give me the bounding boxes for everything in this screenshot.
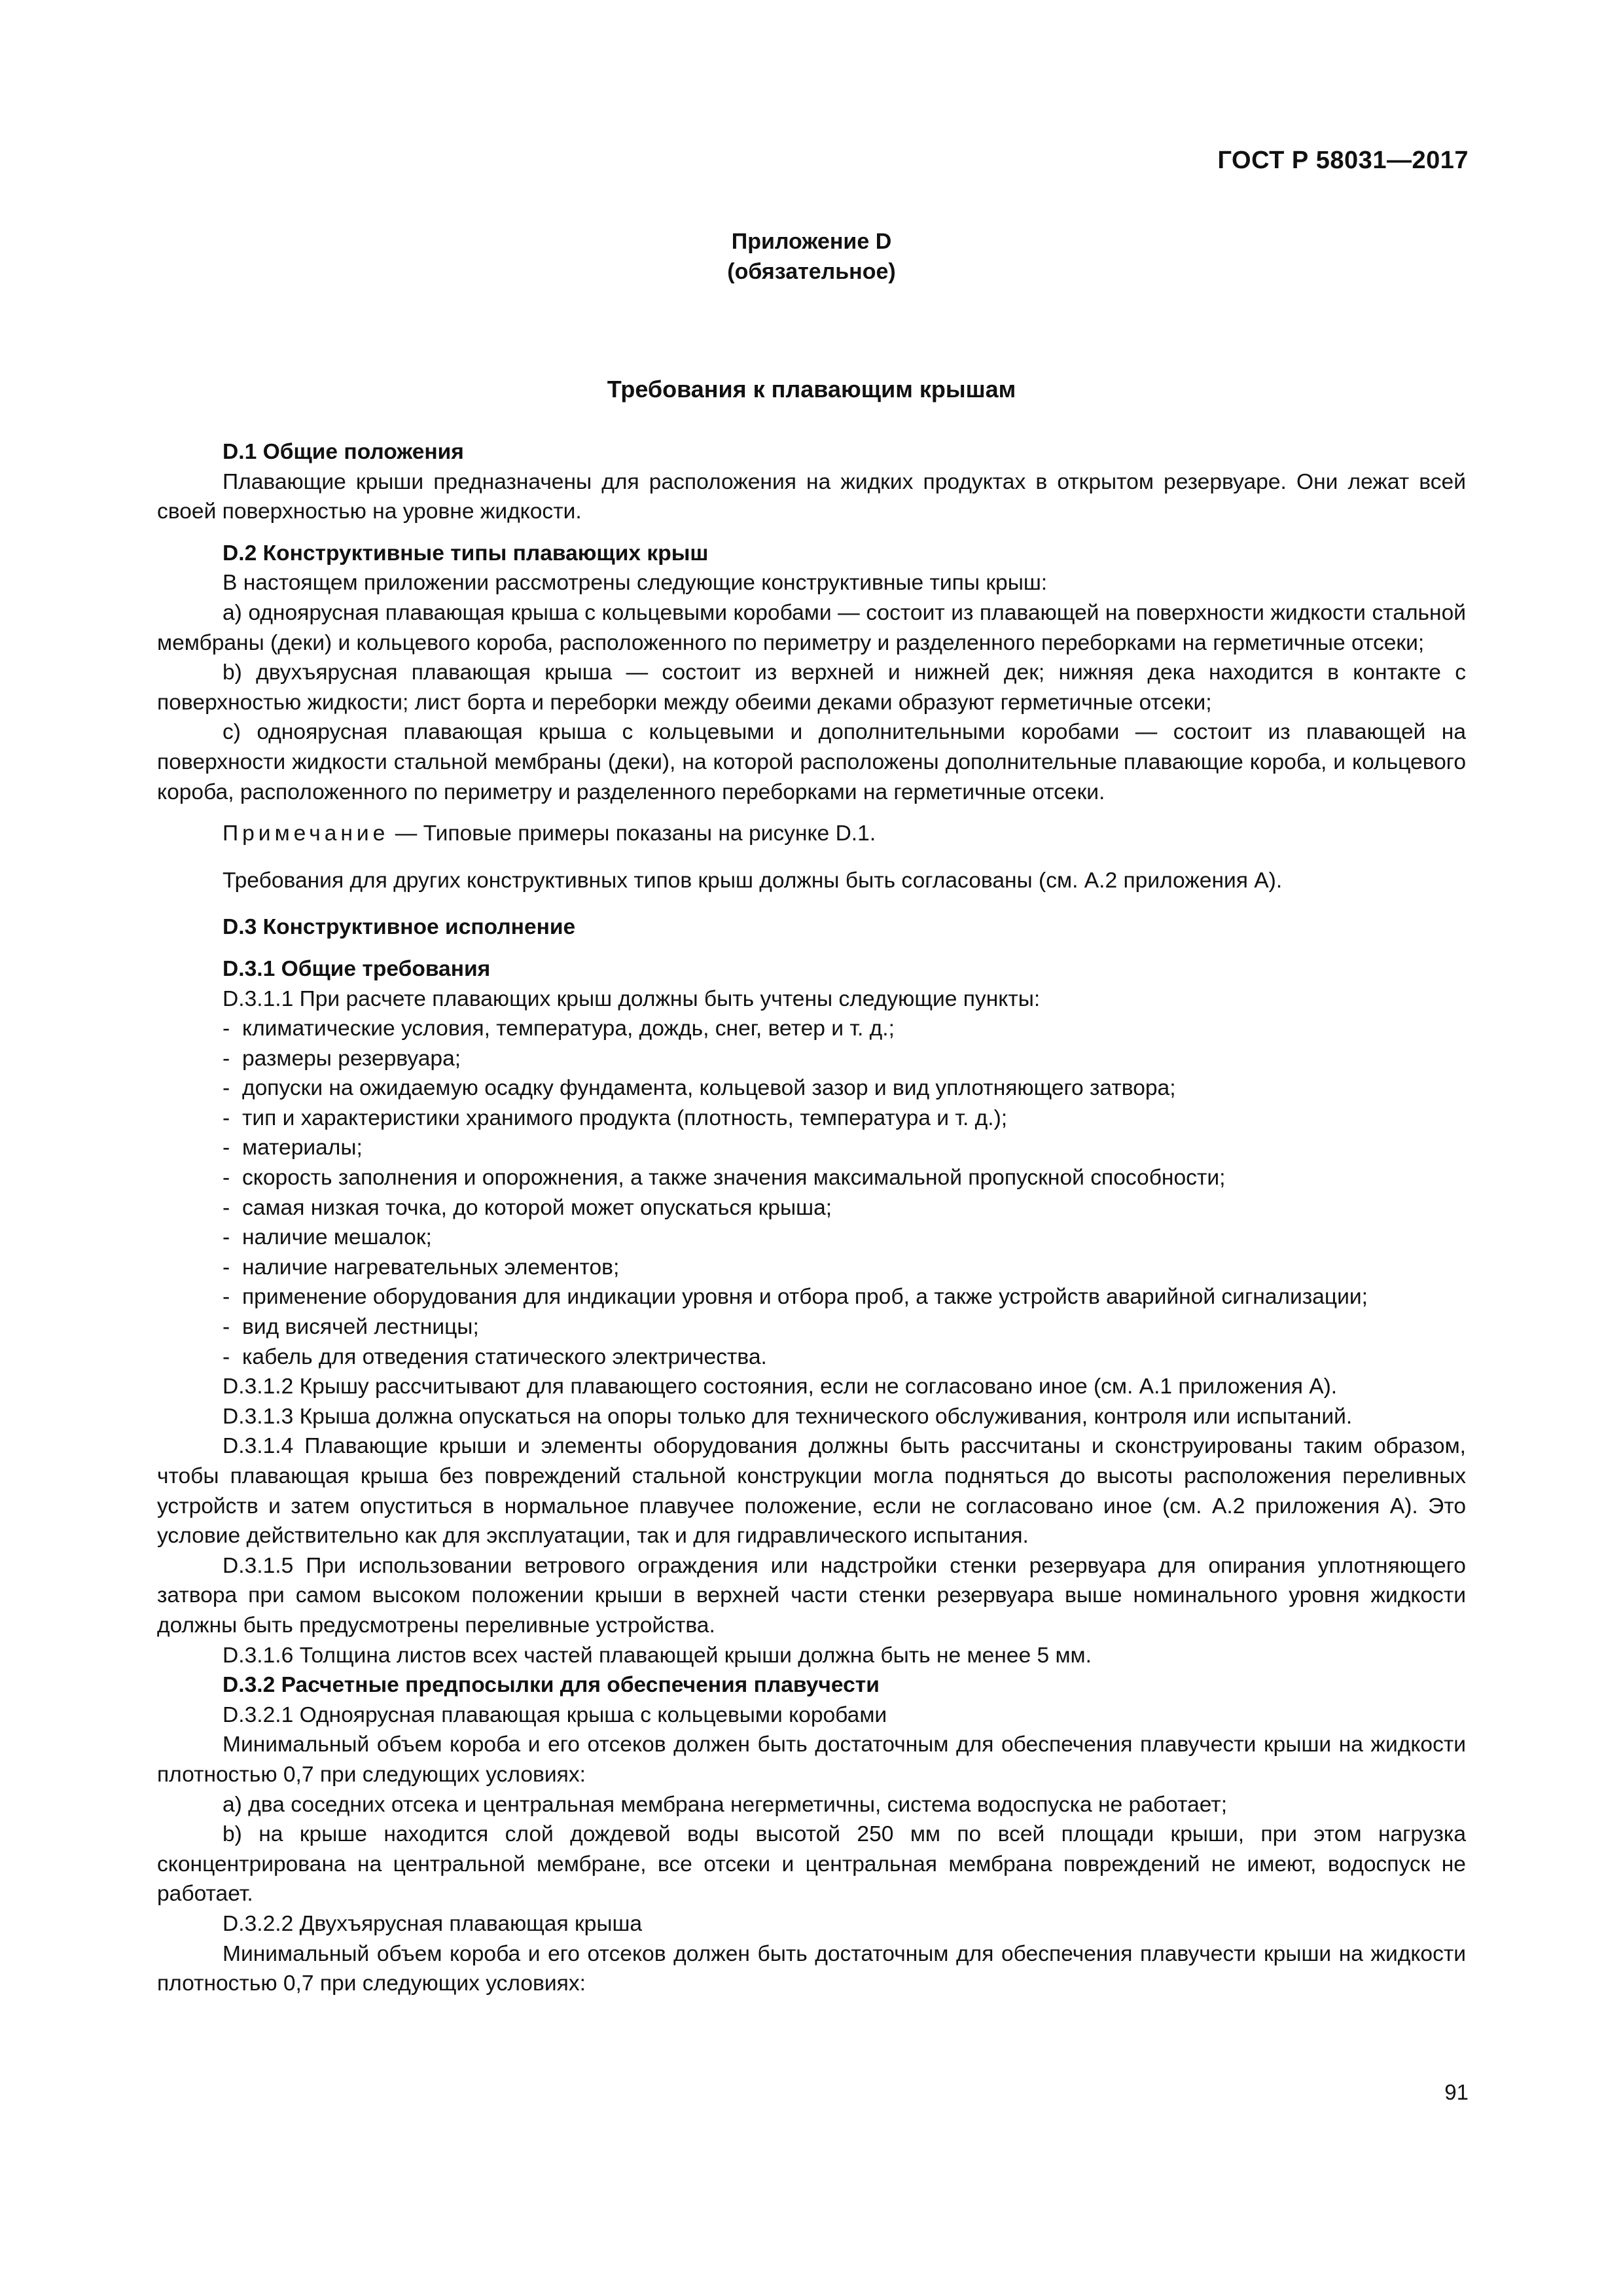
paragraph-d321-a: a) два соседних отсека и центральная мембрана негерметичны, система водоспуска не работает; (223, 1792, 1228, 1817)
list-dash: - (223, 1225, 230, 1250)
paragraph-d1: Плавающие крыши предназначены для расположения на жидких продуктах в открытом резервуаре. Они лежат всей своей поверхностью на уровне жидкости. (157, 469, 1466, 524)
paragraph-d2-item-a: a) одноярусная плавающая крыша с кольцевыми коробами — состоит из плавающей на поверхности жидкости стальной мембраны (деки) и кольцевого короба, расположенного по периметру и разделенного переборками на герметичные отсеки; (157, 600, 1466, 655)
paragraph-d312: D.3.1.2 Крышу рассчитывают для плавающего состояния, если не согласовано иное (см. А.1 приложения А). (223, 1374, 1338, 1399)
paragraph-d321-b: b) на крыше находится слой дождевой воды высотой 250 мм по всей площади крыши, при этом нагрузка сконцентрирована на центральной мембране, все отсеки и центральная мембрана повреждений не имеют, водоспуск не работает. (157, 1822, 1466, 1907)
list-dash: - (223, 1195, 230, 1220)
paragraph-d321-text: Минимальный объем короба и его отсеков должен быть достаточным для обеспечения плавучести крыши на жидкости плотностью 0,7 при следующих условиях: (157, 1732, 1466, 1787)
list-dash: - (223, 1136, 230, 1160)
note-text: — Типовые примеры показаны на рисунке D.1. (389, 821, 876, 846)
list-dash: - (223, 1315, 230, 1340)
list-item: - тип и характеристики хранимого продукта (плотность, температура и т. д.); (157, 1103, 1466, 1134)
appendix-status: (обязательное) (727, 259, 896, 284)
subsection-heading-d32: D.3.2 Расчетные предпосылки для обеспечения плавучести (223, 1673, 880, 1698)
subsection-heading-d31: D.3.1 Общие требования (223, 956, 491, 981)
paragraph-d315: D.3.1.5 При использовании ветрового ограждения или надстройки стенки резервуара для опирания уплотняющего затвора при самом высоком положении крыши в верхней части стенки резервуара выше номинального уровня жидкости должны быть предусмотрены переливные устройства. (157, 1553, 1466, 1638)
note (157, 819, 1466, 849)
list-item: - наличие мешалок; (157, 1223, 1466, 1253)
list-item: - размеры резервуара; (157, 1044, 1466, 1074)
section-heading-d3: D.3 Конструктивное исполнение (223, 915, 576, 940)
section-heading-d1: D.1 Общие положения (223, 440, 464, 464)
section-heading-d2: D.2 Конструктивные типы плавающих крыш (223, 541, 709, 565)
list-dash: - (223, 1016, 230, 1041)
list-item: - допуски на ожидаемую осадку фундамента, кольцевой зазор и вид уплотняющего затвора; (157, 1073, 1466, 1103)
page-number: 91 (1444, 2080, 1469, 2104)
list-item: - наличие нагревательных элементов; (157, 1253, 1466, 1283)
list-dash: - (223, 1166, 230, 1191)
paragraph-other-types: Требования для других конструктивных типов крыш должны быть согласованы (см. А.2 приложения А). (223, 868, 1283, 893)
paragraph-d2-item-c: c) одноярусная плавающая крыша с кольцевыми и дополнительными коробами — состоит из плавающей на поверхности жидкости стальной мембраны (деки), на которой расположены дополнительные плавающие короба, и кольцевого короба, расположенного по периметру и разделенного переборками на герметичные отсеки. (157, 720, 1466, 804)
list-item: - вид висячей лестницы; (157, 1312, 1466, 1342)
note-label: Примечание (223, 821, 389, 846)
list-item: - климатические условия, температура, дождь, снег, ветер и т. д.; (157, 1014, 1466, 1044)
paragraph-d313: D.3.1.3 Крыша должна опускаться на опоры только для технического обслуживания, контроля или испытаний. (223, 1404, 1353, 1429)
list-dash: - (223, 1285, 230, 1310)
list-dash: - (223, 1076, 230, 1101)
list-item: - скорость заполнения и опорожнения, а также значения максимальной пропускной способности; (157, 1163, 1466, 1193)
standard-id: ГОСТ Р 58031—2017 (1217, 147, 1469, 174)
paragraph-d322: D.3.2.2 Двухъярусная плавающая крыша (223, 1911, 643, 1936)
paragraph-d321: D.3.2.1 Одноярусная плавающая крыша с кольцевыми коробами (223, 1702, 887, 1727)
page-title: Требования к плавающим крышам (607, 376, 1016, 403)
appendix-header (0, 226, 1623, 287)
list-dash: - (223, 1255, 230, 1280)
list-dash: - (223, 1344, 230, 1369)
list-item: - кабель для отведения статического электричества. (157, 1342, 1466, 1372)
list-dash: - (223, 1046, 230, 1071)
paragraph-d314: D.3.1.4 Плавающие крыши и элементы оборудования должны быть рассчитаны и сконструированы таким образом, чтобы плавающая крыша без повреждений стальной конструкции могла подняться до высоты расположения переливных устройств и затем опуститься в нормальное плавучее положение, если не согласовано иное (см. А.2 приложения А). Это условие действительно как для эксплуатации, так и для гидравлического испытания. (157, 1434, 1466, 1549)
appendix-label: Приложение D (731, 229, 892, 254)
paragraph-d2-item-b: b) двухъярусная плавающая крыша — состоит из верхней и нижней дек; нижняя дека находится в контакте с поверхностью жидкости; лист борта и переборки между обеими деками образуют герметичные отсеки; (157, 660, 1466, 715)
list-dash: - (223, 1105, 230, 1130)
document-body (157, 437, 1466, 1999)
paragraph-d311: D.3.1.1 При расчете плавающих крыш должны быть учтены следующие пункты: (223, 986, 1041, 1011)
paragraph-d316: D.3.1.6 Толщина листов всех частей плавающей крыши должна быть не менее 5 мм. (223, 1643, 1092, 1668)
paragraph-d322-text: Минимальный объем короба и его отсеков должен быть достаточным для обеспечения плавучести крыши на жидкости плотностью 0,7 при следующих условиях: (157, 1941, 1466, 1996)
list-item: - самая низкая точка, до которой может опускаться крыша; (157, 1193, 1466, 1223)
list-item: - материалы; (157, 1133, 1466, 1163)
list-item: - применение оборудования для индикации уровня и отбора проб, а также устройств аварийной сигнализации; (157, 1282, 1466, 1312)
paragraph-d2-intro: В настоящем приложении рассмотрены следующие конструктивные типы крыш: (223, 571, 1048, 596)
